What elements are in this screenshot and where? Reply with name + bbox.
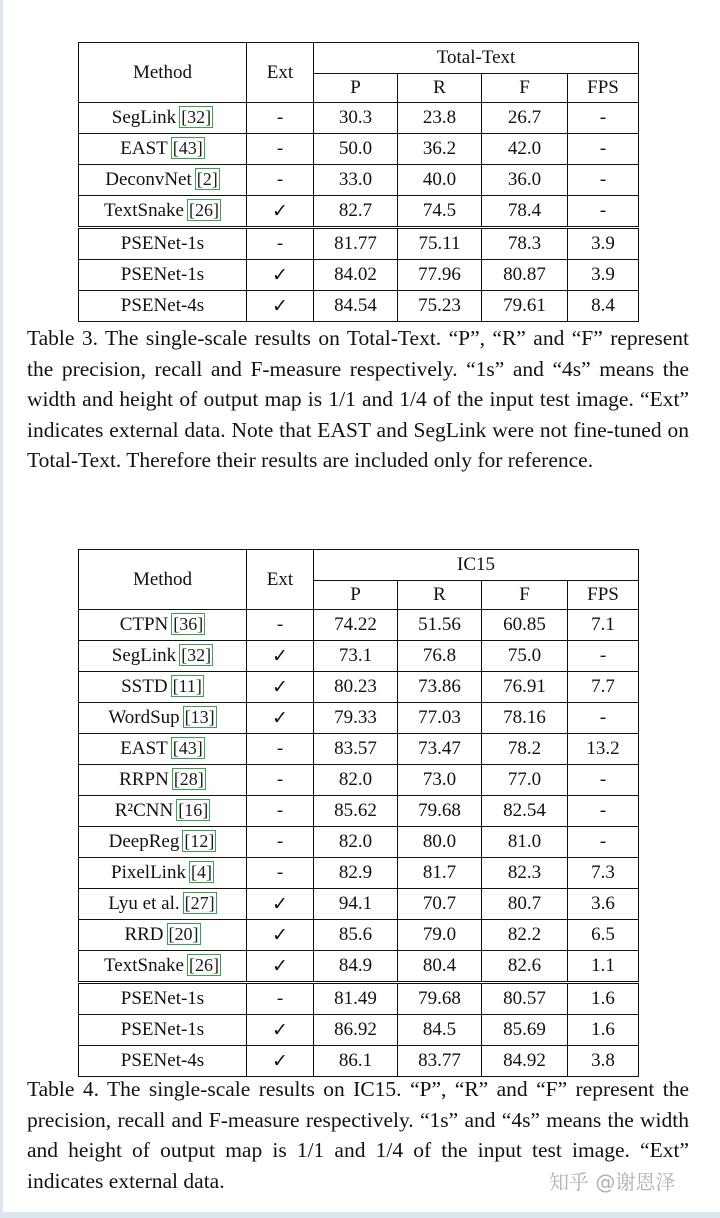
precision-cell: 82.0 xyxy=(314,827,398,858)
table-4-psenet-rows xyxy=(79,983,639,1077)
recall-cell: 36.2 xyxy=(398,134,482,165)
table-row xyxy=(79,1046,639,1077)
fps-cell: - xyxy=(568,134,639,165)
f-measure-cell: 77.0 xyxy=(482,765,568,796)
citation-link[interactable]: [26] xyxy=(188,955,219,975)
table-3 xyxy=(78,42,639,322)
fps-cell: 3.8 xyxy=(568,1046,639,1077)
method-cell xyxy=(79,291,247,322)
f-measure-cell: 82.2 xyxy=(482,920,568,951)
method-name: DeconvNet xyxy=(105,169,192,190)
method-cell xyxy=(79,703,247,734)
precision-cell: 84.02 xyxy=(314,260,398,291)
f-measure-cell: 76.91 xyxy=(482,672,568,703)
citation-link[interactable]: [27] xyxy=(184,893,215,913)
recall-cell: 70.7 xyxy=(398,889,482,920)
recall-cell: 77.96 xyxy=(398,260,482,291)
precision-cell: 83.57 xyxy=(314,734,398,765)
citation-link[interactable]: [32] xyxy=(181,107,212,127)
method-name: PixelLink xyxy=(111,862,186,883)
method-name: PSENet-4s xyxy=(120,1050,205,1071)
method-name: CTPN xyxy=(119,614,169,635)
table-row xyxy=(79,920,639,951)
f-measure-cell: 80.7 xyxy=(482,889,568,920)
citation-link[interactable]: [2] xyxy=(196,169,218,189)
ext-cell: ✓ xyxy=(247,196,314,228)
watermark: 知乎 @谢恩泽 xyxy=(549,1170,676,1194)
method-name: EAST xyxy=(120,738,168,759)
f-measure-cell: 80.87 xyxy=(482,260,568,291)
recall-cell: 23.8 xyxy=(398,103,482,134)
table-row xyxy=(79,983,639,1015)
precision-cell: 84.54 xyxy=(314,291,398,322)
col-header-method: Method xyxy=(79,43,247,103)
citation-link[interactable]: [36] xyxy=(173,614,204,634)
recall-cell: 75.23 xyxy=(398,291,482,322)
table-4-baseline-rows xyxy=(79,610,639,983)
f-measure-cell: 78.2 xyxy=(482,734,568,765)
method-name: R²CNN xyxy=(114,800,174,821)
ext-cell: - xyxy=(247,765,314,796)
method-cell xyxy=(79,827,247,858)
method-name: EAST xyxy=(120,138,168,159)
ext-cell: - xyxy=(247,103,314,134)
col-header-p: P xyxy=(314,74,398,103)
method-cell xyxy=(79,134,247,165)
table-row xyxy=(79,765,639,796)
f-measure-cell: 81.0 xyxy=(482,827,568,858)
method-name: PSENet-1s xyxy=(120,1019,205,1040)
recall-cell: 83.77 xyxy=(398,1046,482,1077)
precision-cell: 30.3 xyxy=(314,103,398,134)
fps-cell: - xyxy=(568,703,639,734)
table-row xyxy=(79,641,639,672)
method-cell xyxy=(79,734,247,765)
precision-cell: 50.0 xyxy=(314,134,398,165)
table-row xyxy=(79,734,639,765)
method-cell xyxy=(79,951,247,983)
col-header-ext: Ext xyxy=(247,43,314,103)
f-measure-cell: 78.4 xyxy=(482,196,568,228)
method-name: PSENet-4s xyxy=(120,295,205,316)
fps-cell: - xyxy=(568,165,639,196)
table-row xyxy=(79,858,639,889)
citation-link[interactable]: [26] xyxy=(188,200,219,220)
citation-link[interactable]: [13] xyxy=(184,707,215,727)
recall-cell: 73.47 xyxy=(398,734,482,765)
fps-cell: - xyxy=(568,765,639,796)
col-header-fps: FPS xyxy=(568,74,639,103)
col-header-fps: FPS xyxy=(568,581,639,610)
fps-cell: 3.9 xyxy=(568,260,639,291)
f-measure-cell: 84.92 xyxy=(482,1046,568,1077)
fps-cell: 7.7 xyxy=(568,672,639,703)
table-row xyxy=(79,1015,639,1046)
method-cell xyxy=(79,610,247,641)
precision-cell: 84.9 xyxy=(314,951,398,983)
precision-cell: 82.0 xyxy=(314,765,398,796)
table-row xyxy=(79,228,639,260)
col-group-header: IC15 xyxy=(314,550,639,581)
method-name: PSENet-1s xyxy=(120,988,205,1009)
method-cell xyxy=(79,228,247,260)
method-cell xyxy=(79,920,247,951)
fps-cell: 7.1 xyxy=(568,610,639,641)
table-4-caption: Table 4. The single-scale results on IC15. “P”, “R” and “F” represent the precision, recall and F-measure respectively. “1s” and “4s” means the width and height of output map is 1/1 and 1/4 of the input test image. “Ext” indicates external data. xyxy=(27,1077,689,1193)
recall-cell: 75.11 xyxy=(398,228,482,260)
table-3-caption: Table 3. The single-scale results on Total-Text. “P”, “R” and “F” represent the precision, recall and F-measure respectively. “1s” and “4s” means the width and height of output map is 1/1 and 1/4 of the input test image. “Ext” indicates external data. Note that EAST and SegLink were not fine-tuned on Total-Text. Therefore their results are included only for reference. xyxy=(27,326,689,472)
ext-cell: - xyxy=(247,165,314,196)
col-header-f: F xyxy=(482,581,568,610)
precision-cell: 80.23 xyxy=(314,672,398,703)
method-name: SegLink xyxy=(111,107,177,128)
page-left-edge xyxy=(0,0,3,1218)
recall-cell: 51.56 xyxy=(398,610,482,641)
col-header-r: R xyxy=(398,581,482,610)
fps-cell: 8.4 xyxy=(568,291,639,322)
f-measure-cell: 82.3 xyxy=(482,858,568,889)
table-row xyxy=(79,291,639,322)
precision-cell: 82.7 xyxy=(314,196,398,228)
method-name: PSENet-1s xyxy=(120,264,205,285)
table-3-baseline-rows xyxy=(79,103,639,228)
method-cell xyxy=(79,889,247,920)
citation-link[interactable]: [4] xyxy=(190,862,212,882)
ext-cell: - xyxy=(247,858,314,889)
ext-cell: ✓ xyxy=(247,291,314,322)
col-header-f: F xyxy=(482,74,568,103)
precision-cell: 85.6 xyxy=(314,920,398,951)
precision-cell: 81.49 xyxy=(314,983,398,1015)
precision-cell: 74.22 xyxy=(314,610,398,641)
ext-cell: ✓ xyxy=(247,703,314,734)
fps-cell: 1.1 xyxy=(568,951,639,983)
ext-cell: - xyxy=(247,983,314,1015)
f-measure-cell: 78.16 xyxy=(482,703,568,734)
recall-cell: 80.4 xyxy=(398,951,482,983)
method-cell xyxy=(79,983,247,1015)
recall-cell: 79.0 xyxy=(398,920,482,951)
method-cell xyxy=(79,165,247,196)
precision-cell: 82.9 xyxy=(314,858,398,889)
ext-cell: ✓ xyxy=(247,672,314,703)
col-header-r: R xyxy=(398,74,482,103)
fps-cell: - xyxy=(568,641,639,672)
method-cell xyxy=(79,1046,247,1077)
table-row xyxy=(79,951,639,983)
f-measure-cell: 82.54 xyxy=(482,796,568,827)
table-row xyxy=(79,703,639,734)
col-group-header: Total-Text xyxy=(314,43,639,74)
method-cell xyxy=(79,796,247,827)
ext-cell: - xyxy=(247,796,314,827)
f-measure-cell: 82.6 xyxy=(482,951,568,983)
table-row xyxy=(79,610,639,641)
ext-cell: - xyxy=(247,134,314,165)
recall-cell: 84.5 xyxy=(398,1015,482,1046)
table-row xyxy=(79,827,639,858)
recall-cell: 77.03 xyxy=(398,703,482,734)
ext-cell: ✓ xyxy=(247,641,314,672)
method-name: WordSup xyxy=(108,707,180,728)
ext-cell: ✓ xyxy=(247,1046,314,1077)
citation-link[interactable]: [11] xyxy=(172,676,202,696)
ext-cell: ✓ xyxy=(247,1015,314,1046)
fps-cell: 3.9 xyxy=(568,228,639,260)
precision-cell: 86.1 xyxy=(314,1046,398,1077)
citation-link[interactable]: [32] xyxy=(181,645,212,665)
recall-cell: 79.68 xyxy=(398,983,482,1015)
table-row xyxy=(79,672,639,703)
citation-link[interactable]: [20] xyxy=(168,924,199,944)
table-row xyxy=(79,260,639,291)
col-header-ext: Ext xyxy=(247,550,314,610)
table-row xyxy=(79,796,639,827)
recall-cell: 79.68 xyxy=(398,796,482,827)
fps-cell: 7.3 xyxy=(568,858,639,889)
ext-cell: ✓ xyxy=(247,889,314,920)
recall-cell: 81.7 xyxy=(398,858,482,889)
recall-cell: 76.8 xyxy=(398,641,482,672)
ext-cell: - xyxy=(247,610,314,641)
f-measure-cell: 78.3 xyxy=(482,228,568,260)
recall-cell: 80.0 xyxy=(398,827,482,858)
method-name: SSTD xyxy=(121,676,168,697)
f-measure-cell: 60.85 xyxy=(482,610,568,641)
method-cell xyxy=(79,260,247,291)
table-row xyxy=(79,196,639,228)
table-row xyxy=(79,165,639,196)
method-cell xyxy=(79,858,247,889)
citation-link[interactable]: [16] xyxy=(178,800,209,820)
method-cell xyxy=(79,672,247,703)
method-name: TextSnake xyxy=(104,955,184,976)
table-row xyxy=(79,103,639,134)
precision-cell: 73.1 xyxy=(314,641,398,672)
f-measure-cell: 75.0 xyxy=(482,641,568,672)
recall-cell: 40.0 xyxy=(398,165,482,196)
ext-cell: - xyxy=(247,827,314,858)
table-3-psenet-rows xyxy=(79,228,639,322)
f-measure-cell: 36.0 xyxy=(482,165,568,196)
fps-cell: - xyxy=(568,827,639,858)
ext-cell: - xyxy=(247,228,314,260)
method-cell xyxy=(79,103,247,134)
f-measure-cell: 42.0 xyxy=(482,134,568,165)
method-name: DeepReg xyxy=(108,831,180,852)
f-measure-cell: 79.61 xyxy=(482,291,568,322)
recall-cell: 73.86 xyxy=(398,672,482,703)
method-name: RRD xyxy=(124,924,164,945)
precision-cell: 86.92 xyxy=(314,1015,398,1046)
table-row xyxy=(79,134,639,165)
fps-cell: 1.6 xyxy=(568,1015,639,1046)
f-measure-cell: 85.69 xyxy=(482,1015,568,1046)
ext-cell: ✓ xyxy=(247,920,314,951)
fps-cell: 1.6 xyxy=(568,983,639,1015)
f-measure-cell: 80.57 xyxy=(482,983,568,1015)
method-name: SegLink xyxy=(111,645,177,666)
citation-link[interactable]: [28] xyxy=(173,769,204,789)
citation-link[interactable]: [43] xyxy=(172,138,203,158)
col-header-method: Method xyxy=(79,550,247,610)
method-cell xyxy=(79,1015,247,1046)
fps-cell: 13.2 xyxy=(568,734,639,765)
method-name: TextSnake xyxy=(104,200,184,221)
method-cell xyxy=(79,765,247,796)
precision-cell: 33.0 xyxy=(314,165,398,196)
fps-cell: - xyxy=(568,103,639,134)
method-cell xyxy=(79,641,247,672)
page-bottom-edge xyxy=(0,1212,720,1218)
ext-cell: - xyxy=(247,734,314,765)
method-name: RRPN xyxy=(119,769,169,790)
citation-link[interactable]: [43] xyxy=(172,738,203,758)
precision-cell: 79.33 xyxy=(314,703,398,734)
table-4 xyxy=(78,549,639,1077)
precision-cell: 81.77 xyxy=(314,228,398,260)
f-measure-cell: 26.7 xyxy=(482,103,568,134)
precision-cell: 85.62 xyxy=(314,796,398,827)
method-name: Lyu et al. xyxy=(108,893,180,914)
fps-cell: 3.6 xyxy=(568,889,639,920)
citation-link[interactable]: [12] xyxy=(184,831,215,851)
method-name: PSENet-1s xyxy=(120,233,205,254)
fps-cell: - xyxy=(568,796,639,827)
method-cell xyxy=(79,196,247,228)
col-header-p: P xyxy=(314,581,398,610)
recall-cell: 74.5 xyxy=(398,196,482,228)
ext-cell: ✓ xyxy=(247,951,314,983)
precision-cell: 94.1 xyxy=(314,889,398,920)
recall-cell: 73.0 xyxy=(398,765,482,796)
fps-cell: 6.5 xyxy=(568,920,639,951)
table-row xyxy=(79,889,639,920)
fps-cell: - xyxy=(568,196,639,228)
ext-cell: ✓ xyxy=(247,260,314,291)
